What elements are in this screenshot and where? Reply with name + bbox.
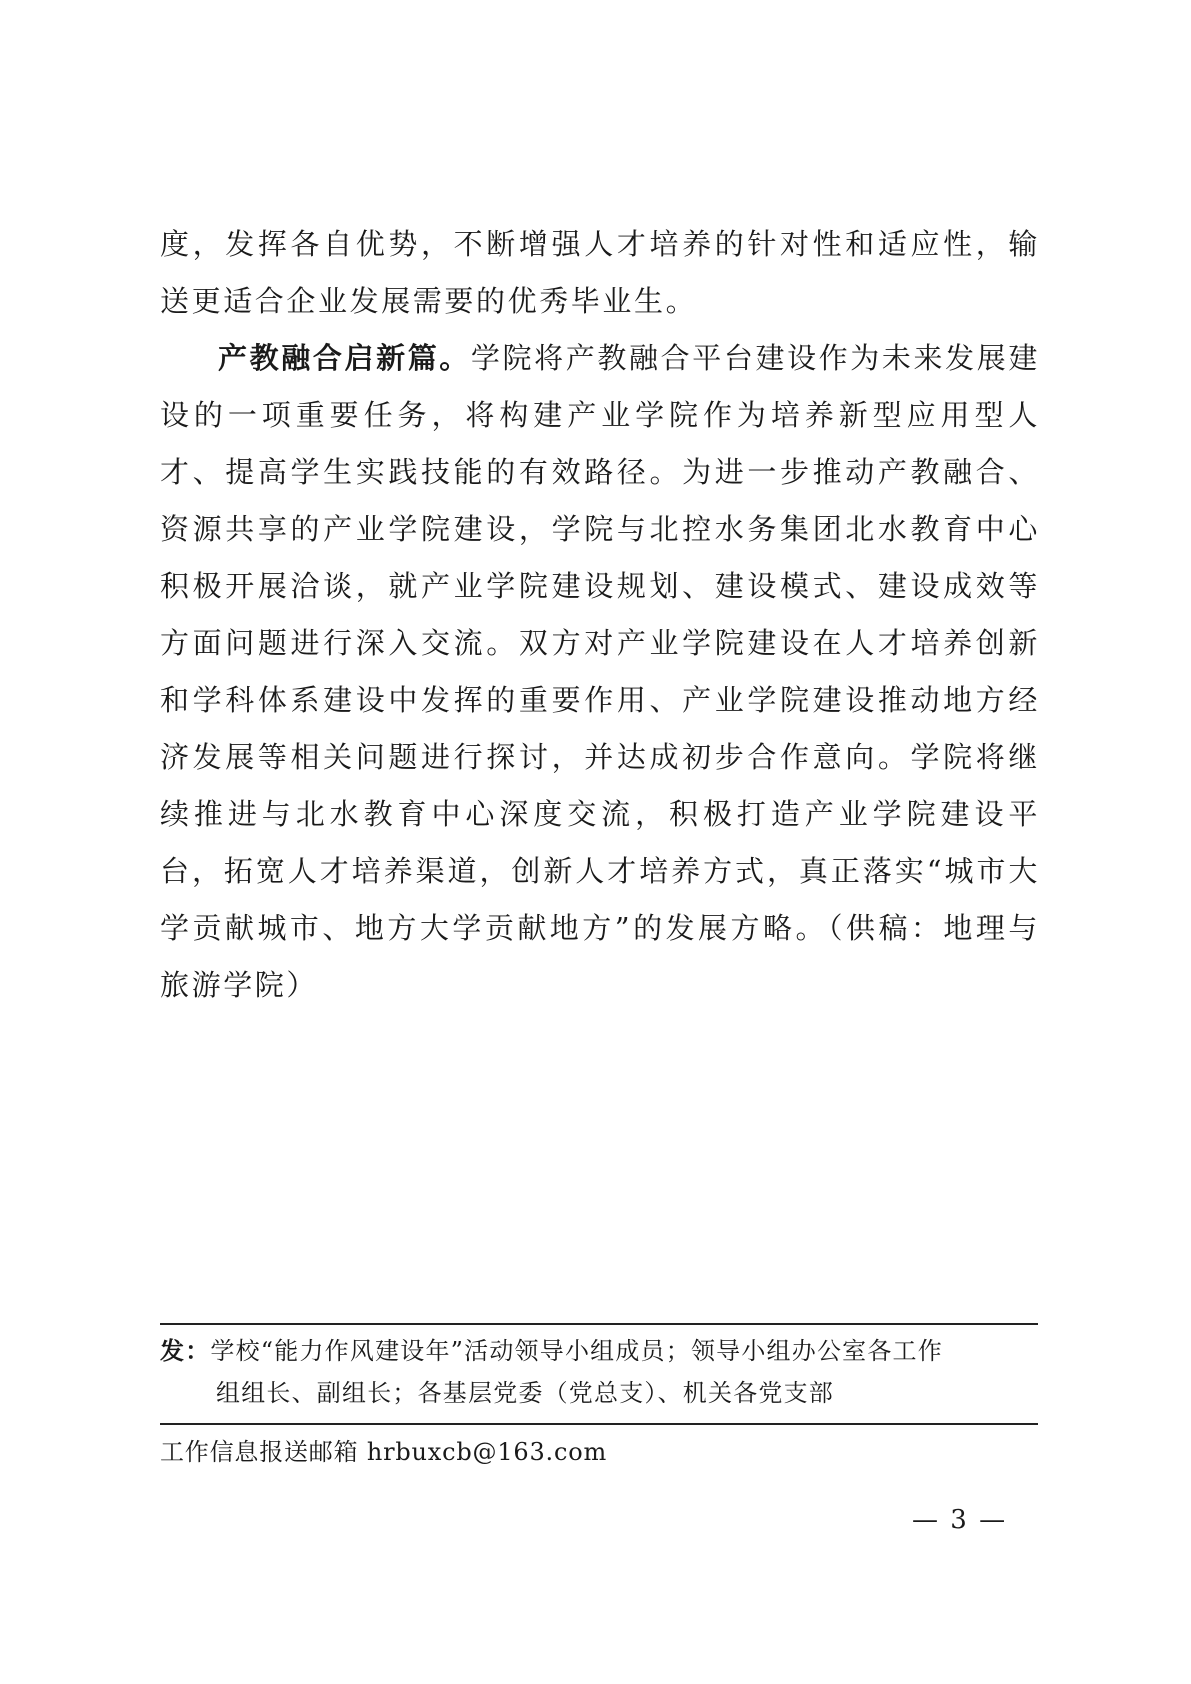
paragraph-lead-heading: 产教融合启新篇。 bbox=[218, 341, 471, 375]
distribution-recipients-1: 学校“能力作风建设年”活动领导小组成员；领导小组办公室各工作 bbox=[210, 1337, 943, 1365]
distribution-bottom-rule bbox=[160, 1423, 1038, 1425]
distribution-top-rule bbox=[160, 1323, 1038, 1325]
distribution-recipients-2: 组组长、副组长；各基层党委（党总支）、机关各党支部 bbox=[216, 1379, 834, 1407]
distribution-line-1 bbox=[160, 1330, 1038, 1372]
submission-email-line: 工作信息报送邮箱 hrbuxcb@163.com bbox=[160, 1438, 608, 1466]
page-number: — 3 — bbox=[912, 1505, 1008, 1535]
document-body bbox=[160, 216, 1040, 1014]
paragraph-text: 学院将产教融合平台建设作为未来发展建设的一项重要任务，将构建产业学院作为培养新型应用型人才、提高学生实践技能的有效路径。为进一步推动产教融合、资源共享的产业学院建设，学院与北控水务集团北水教育中心积极开展洽谈，就产业学院建设规划、建设模式、建设成效等方面问题进行深入交流。双方对产业学院建设在人才培养创新和学科体系建设中发挥的重要作用、产业学院建设推动地方经济发展等相关问题进行探讨，并达成初步合作意向。学院将继续推进与北水教育中心深度交流，积极打造产业学院建设平台，拓宽人才培养渠道，创新人才培养方式，真正落实“城市大学贡献城市、地方大学贡献地方”的发展方略。（供稿：地理与旅游学院） bbox=[160, 341, 1040, 1002]
paragraph-continued: 度，发挥各自优势，不断增强人才培养的针对性和适应性，输送更适合企业发展需要的优秀毕业生。 bbox=[160, 227, 1040, 318]
paragraph-industry-education bbox=[160, 330, 1040, 1014]
distribution-label: 发： bbox=[160, 1336, 211, 1365]
distribution-list bbox=[160, 1330, 1038, 1414]
